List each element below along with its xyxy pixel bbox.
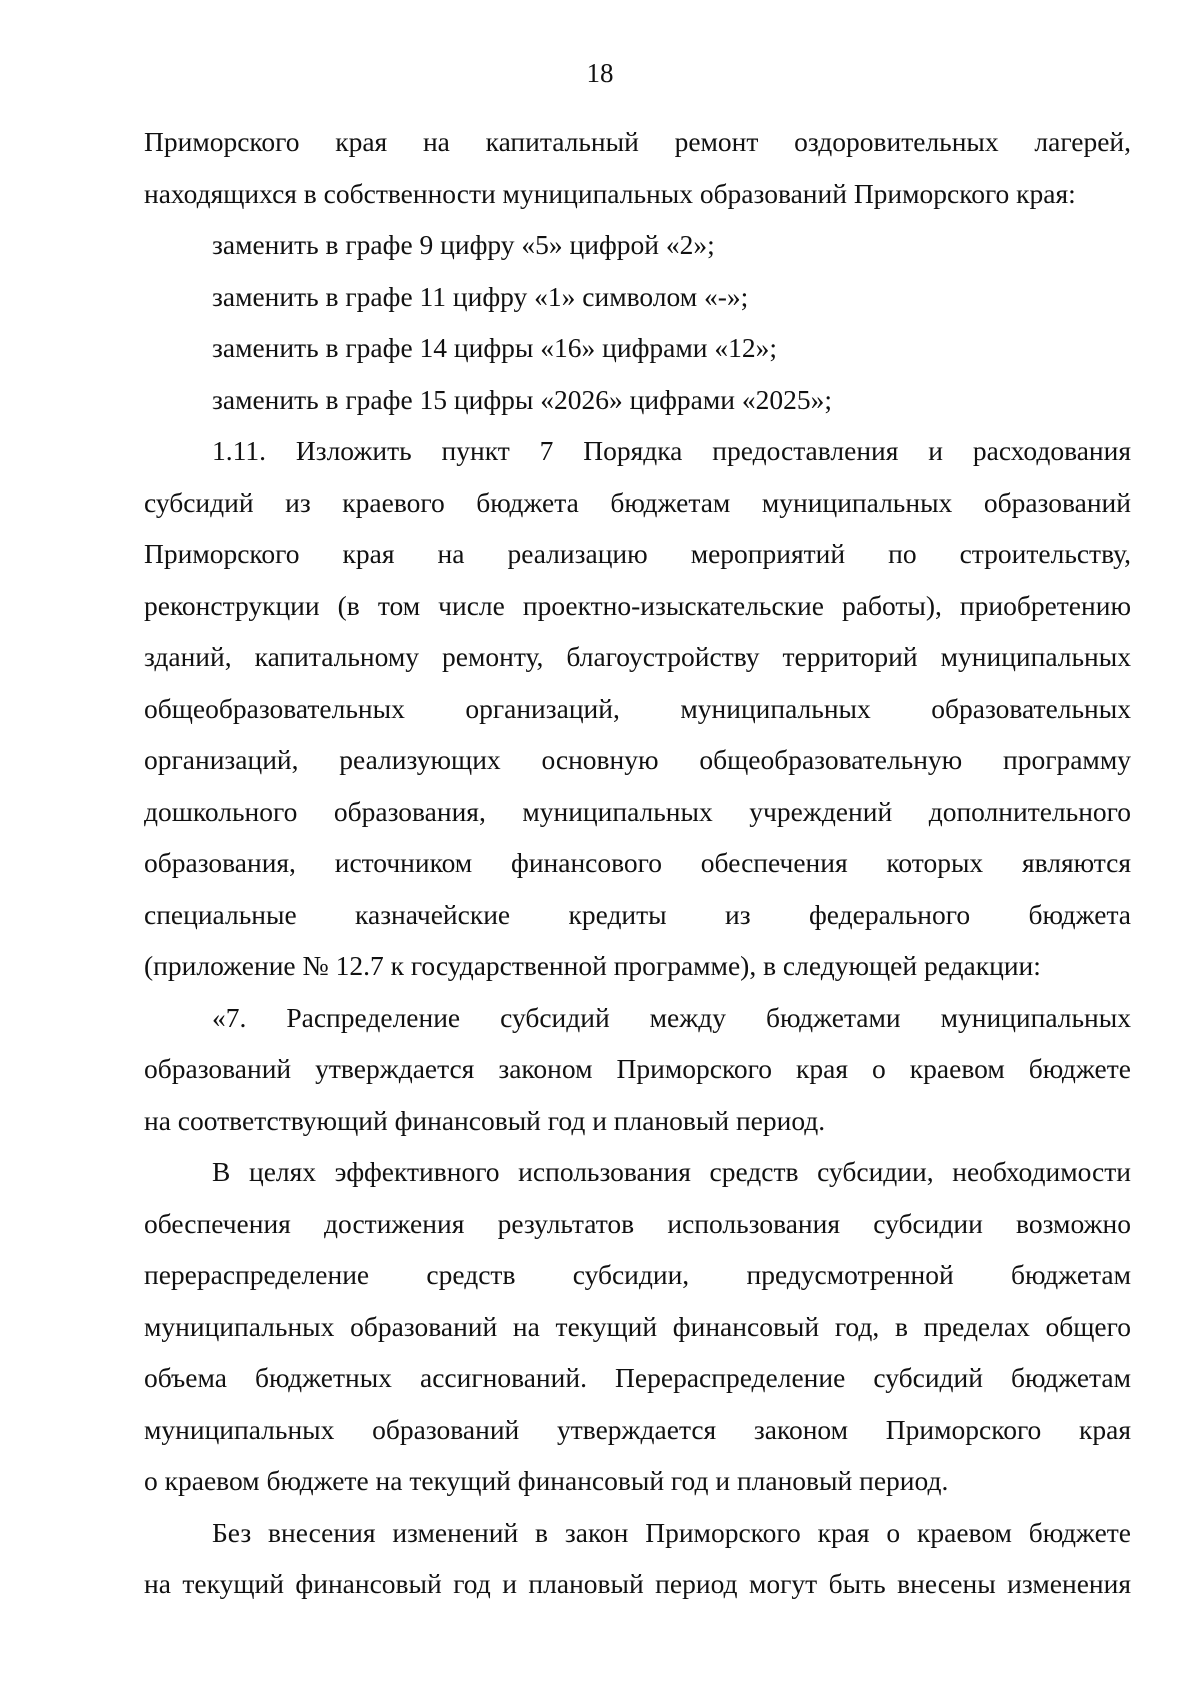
paragraph-line: Без внесения изменений в закон Приморского края о краевом бюджете <box>212 1516 1131 1548</box>
paragraph-line: муниципальных образований утверждается законом Приморского края <box>144 1413 1131 1445</box>
paragraph-line: муниципальных образований на текущий финансовый год, в пределах общего <box>144 1310 1131 1342</box>
paragraph-line: субсидий из краевого бюджета бюджетам муниципальных образований <box>144 486 1131 518</box>
paragraph-line: 1.11. Изложить пункт 7 Порядка предоставления и расходования <box>212 435 1131 466</box>
paragraph-line: специальные казначейские кредиты из федерального бюджета <box>144 898 1131 930</box>
list-item: заменить в графе 9 цифру «5» цифрой «2»; <box>212 229 715 260</box>
document-body <box>144 116 1131 1610</box>
paragraph-line: на текущий финансовый год и плановый период могут быть внесены изменения <box>144 1568 1131 1599</box>
paragraph-line: (приложение № 12.7 к государственной программе), в следующей редакции: <box>144 950 1041 981</box>
page-number: 18 <box>586 58 614 88</box>
paragraph-line: перераспределение средств субсидии, предусмотренной бюджетам <box>144 1259 1131 1290</box>
list-item: заменить в графе 14 цифры «16» цифрами «12»; <box>212 332 777 363</box>
paragraph-line: о краевом бюджете на текущий финансовый год и плановый период. <box>144 1465 949 1496</box>
paragraph-line: объема бюджетных ассигнований. Перераспределение субсидий бюджетам <box>144 1362 1131 1393</box>
paragraph-line: образований утверждается законом Приморского края о краевом бюджете <box>144 1053 1131 1084</box>
paragraph-line: Приморского края на реализацию мероприятий по строительству, <box>144 538 1131 569</box>
paragraph-line: образования, источником финансового обеспечения которых являются <box>144 847 1131 878</box>
paragraph-line: Приморского края на капитальный ремонт оздоровительных лагерей, <box>144 126 1131 157</box>
paragraph-line: реконструкции (в том числе проектно-изыскательские работы), приобретению <box>144 589 1131 621</box>
paragraph-line: обеспечения достижения результатов использования субсидии возможно <box>144 1207 1131 1239</box>
paragraph-line: зданий, капитальному ремонту, благоустройству территорий муниципальных <box>144 641 1131 672</box>
paragraph-line: В целях эффективного использования средств субсидии, необходимости <box>212 1156 1131 1187</box>
paragraph-line: «7. Распределение субсидий между бюджетами муниципальных <box>212 1001 1131 1033</box>
paragraph-line: находящихся в собственности муниципальных образований Приморского края: <box>144 177 1076 209</box>
list-item: заменить в графе 15 цифры «2026» цифрами «2025»; <box>212 383 832 415</box>
paragraph-line: дошкольного образования, муниципальных учреждений дополнительного <box>144 795 1131 827</box>
list-item: заменить в графе 11 цифру «1» символом «-»; <box>212 280 749 312</box>
paragraph-line: организаций, реализующих основную общеобразовательную программу <box>144 744 1131 775</box>
paragraph-line: общеобразовательных организаций, муниципальных образовательных <box>144 692 1131 724</box>
paragraph-line: на соответствующий финансовый год и плановый период. <box>144 1104 826 1136</box>
